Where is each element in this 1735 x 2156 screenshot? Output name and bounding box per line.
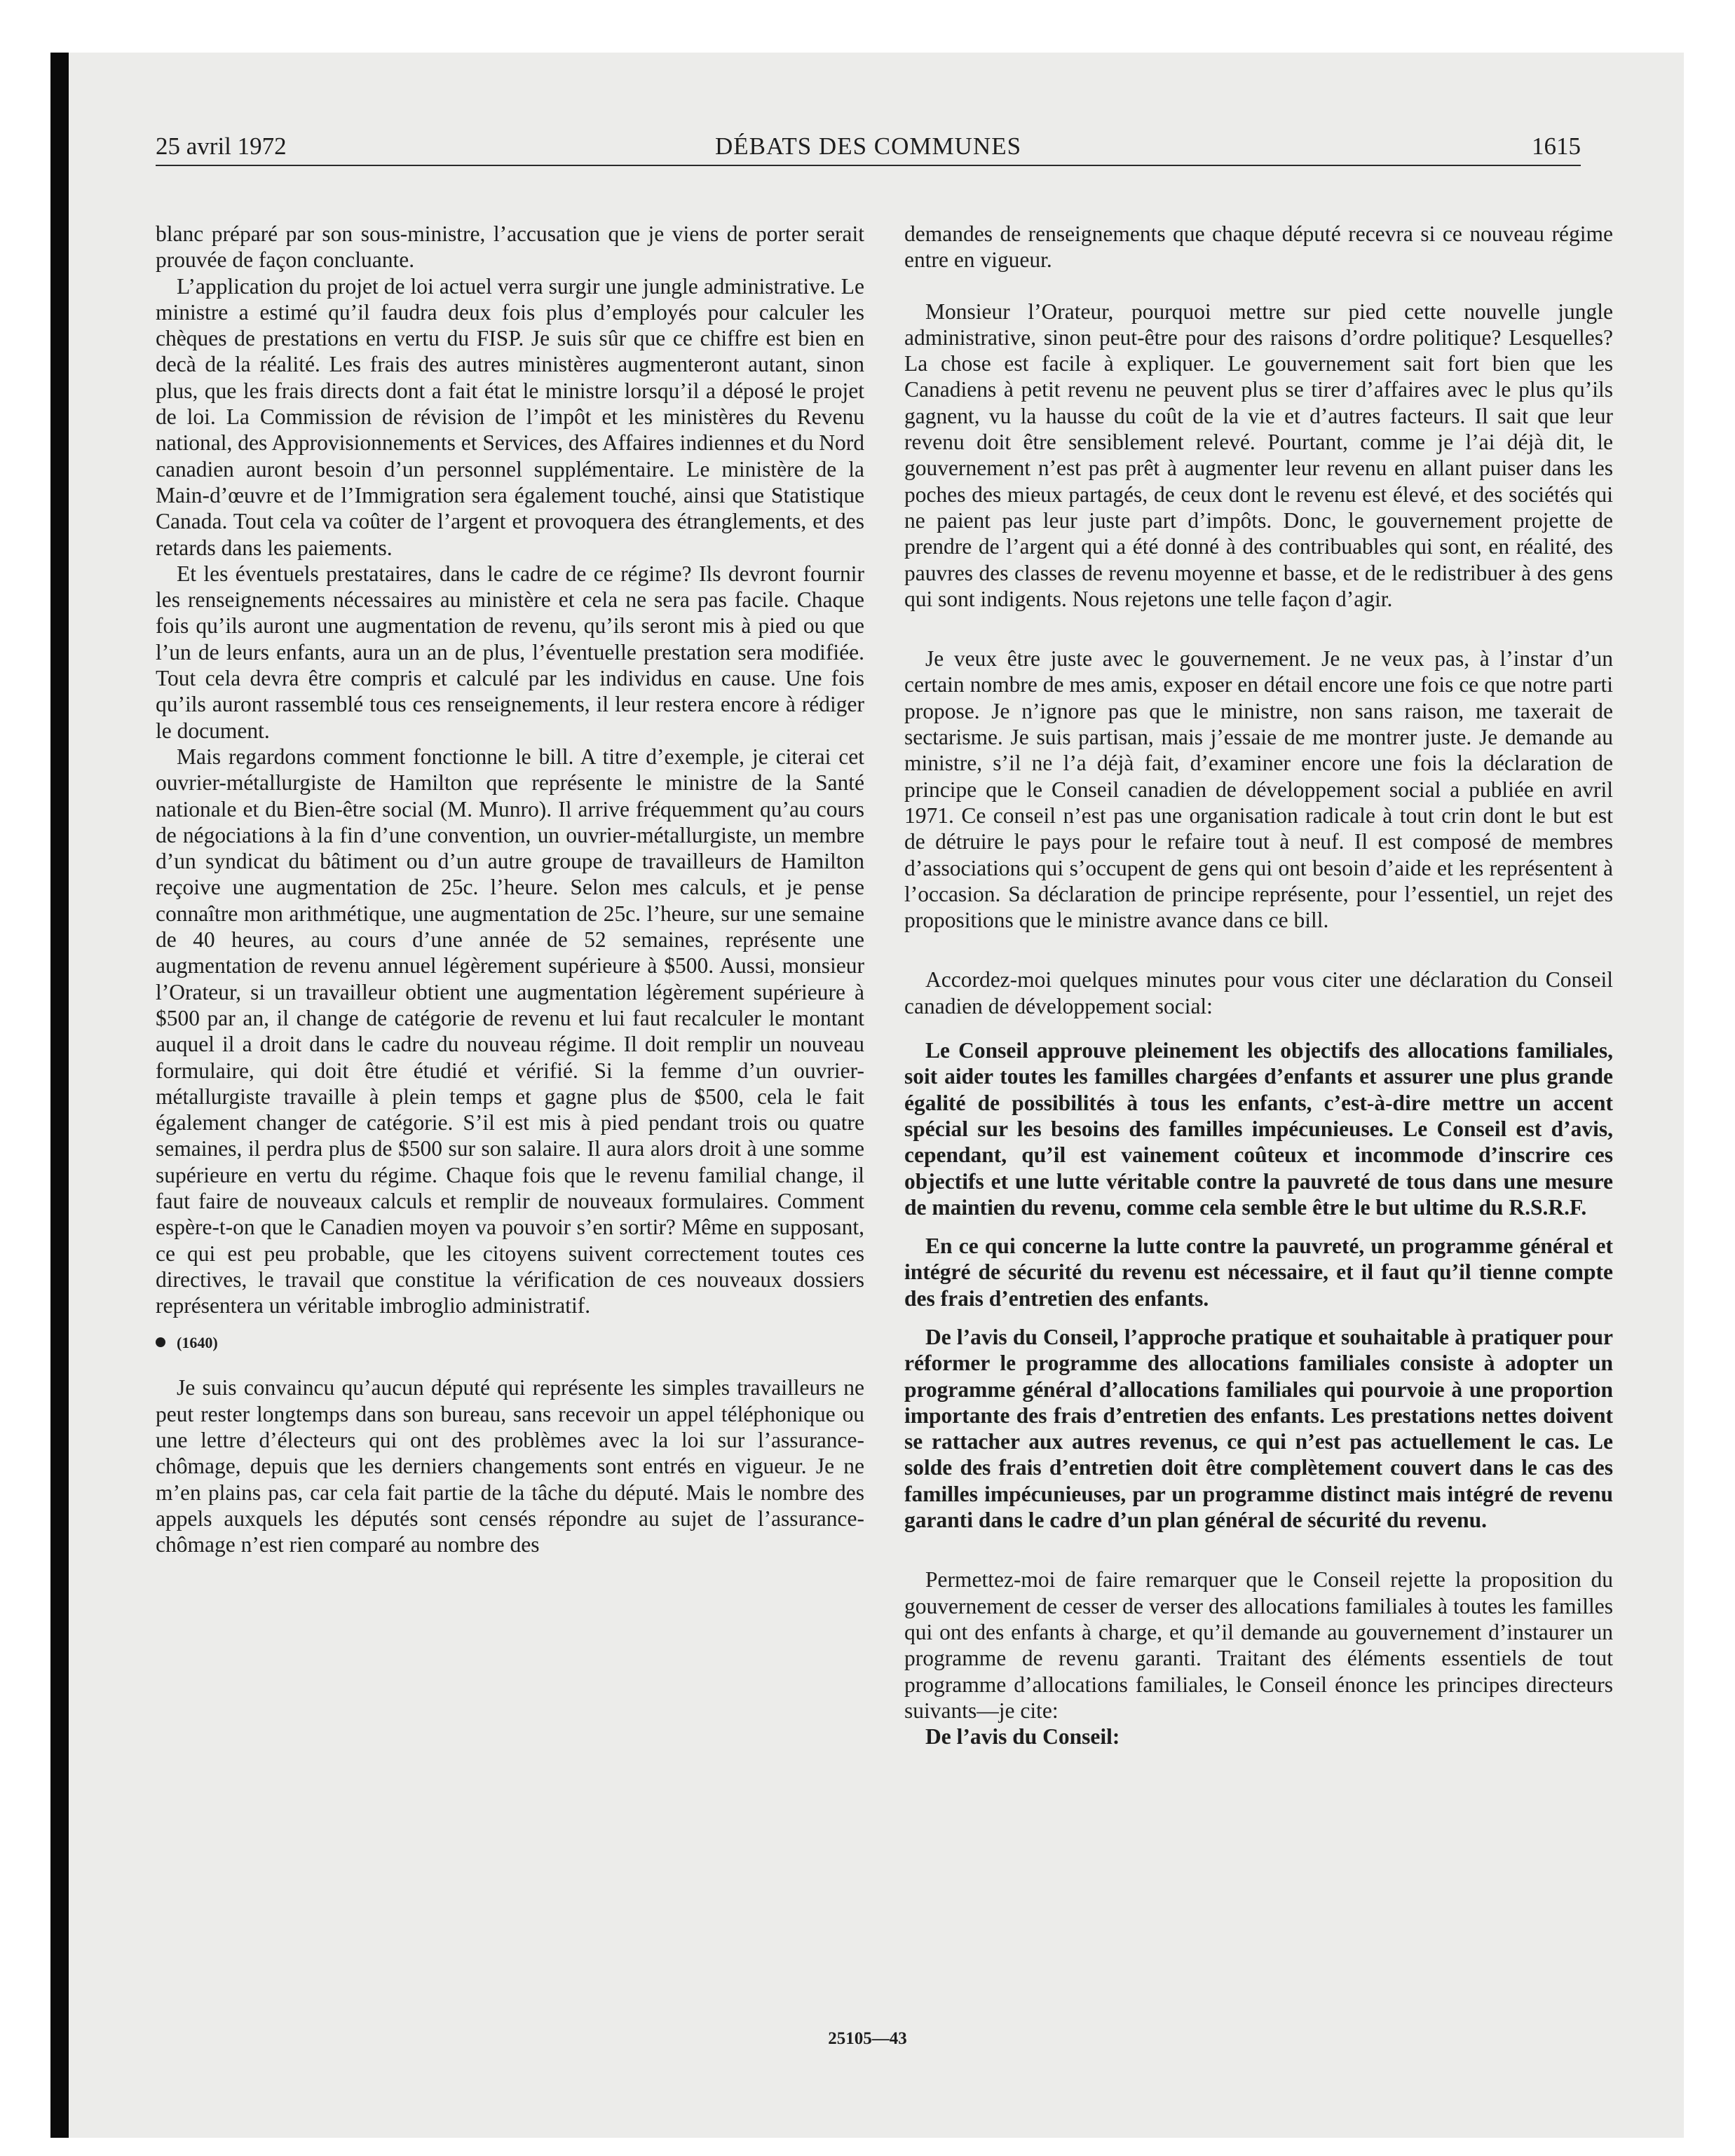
paragraph: Permettez-moi de faire remarquer que le Conseil rejette la proposition du gouvernement de cesser de verser des allocations familiales à toutes les familles qui ont des enfants à charge, et qu’il demande au gouvernement d’instaurer un programme de revenu garanti. Traitant des éléments essentiels de tout programme d’allocations familiales, le Conseil énonce les principes directeurs suivants—je cite: bbox=[904, 1567, 1613, 1723]
right-column bbox=[904, 221, 1613, 2001]
time-marker-label: (1640) bbox=[177, 1334, 218, 1352]
bullet-icon bbox=[156, 1337, 165, 1347]
quotation-paragraph: Le Conseil approuve pleinement les objectifs des allocations familiales, soit aider toutes les familles chargées d’enfants et assurer une plus grande égalité de possibilités à tous les enfants, c’est-à-dire mettre un accent spécial sur les besoins des familles impécunieuses. Le Conseil est d’avis, cependant, qu’il est vainement coûteux et incommode d’inscrire ces objectifs et une lutte véritable contre la pauvreté de tous dans une mesure de maintien du revenu, comme cela semble être le but ultime du R.S.R.F. bbox=[904, 1038, 1613, 1220]
paragraph: L’application du projet de loi actuel verra surgir une jungle administrative. Le ministre a estimé qu’il faudra deux fois plus d’employés pour calculer les chèques de prestations en vertu du FISP. Je suis sûr que ce chiffre est bien en decà de la réalité. Les frais des autres ministères augmenteront autant, sinon plus, que les frais directs dont a fait état le ministre lorsqu’il a déposé le projet de loi. La Commission de révision de l’impôt et les ministères du Revenu national, des Approvisionnements et Services, des Affaires indiennes et du Nord canadien auront besoin d’un personnel supplémentaire. Le ministère de la Main-d’œuvre et de l’Immigration sera également touché, ainsi que Statistique Canada. Tout cela va coûter de l’argent et provoquera des étranglements, et des retards dans les paiements. bbox=[156, 273, 864, 560]
paragraph: Accordez-moi quelques minutes pour vous citer une déclaration du Conseil canadien de développement social: bbox=[904, 967, 1613, 1018]
header-date: 25 avril 1972 bbox=[156, 132, 287, 160]
page-header bbox=[156, 128, 1581, 166]
paragraph: Mais regardons comment fonctionne le bill. A titre d’exemple, je citerai cet ouvrier-métallurgiste de Hamilton que représente le ministre de la Santé nationale et du Bien-être social (M. Munro). Il arrive fréquemment qu’au cours de négociations à la fin d’une convention, un ouvrier-métallurgiste, un membre d’un syndicat du bâtiment ou d’un autre groupe de travailleurs de Hamilton reçoive une augmentation de 25c. l’heure. Selon mes calculs, et je pense connaître mon arithmétique, une augmentation de 25c. l’heure, sur une semaine de 40 heures, au cours d’une année de 52 semaines, représente une augmentation de revenu annuel légèrement supérieure à $500. Aussi, monsieur l’Orateur, si un travailleur obtient une augmentation légèrement supérieure à $500 par an, il change de catégorie de revenu et lui faut recalculer le montant auquel il a droit dans le cadre du nouveau régime. Il doit remplir un nouveau formulaire, qui doit être étudié et vérifié. Si la femme d’un ouvrier-métallurgiste travaille à plein temps et gagne plus de $500, cela le fait également changer de catégorie. S’il est mis à pied pendant trois ou quatre semaines, il perdra plus de $500 sur son salaire. Il aura alors droit à une somme supérieure en vertu du régime. Chaque fois que le revenu familial change, il faut faire de nouveaux calculs et remplir de nouveaux formulaires. Comment espère-t-on que le Canadien moyen va pouvoir s’en sortir? Même en supposant, ce qui est peu probable, que les citoyens suivent correctement toutes ces directives, le travail que constitue la vérification de ces nouveaux dossiers représentera un véritable imbroglio administratif. bbox=[156, 744, 864, 1318]
quotation-paragraph: En ce qui concerne la lutte contre la pauvreté, un programme général et intégré de sécurité du revenu est nécessaire, et il faut qu’il tienne compte des frais d’entretien des enfants. bbox=[904, 1234, 1613, 1311]
paragraph: blanc préparé par son sous-ministre, l’accusation que je viens de porter serait prouvée de façon concluante. bbox=[156, 221, 864, 273]
paragraph: Monsieur l’Orateur, pourquoi mettre sur pied cette nouvelle jungle administrative, sinon peut-être pour des raisons d’ordre politique? Lesquelles? La chose est facile à expliquer. Le gouvernement sait fort bien que les Canadiens à petit revenu ne peuvent plus se tirer d’affaires avec le plus qu’ils gagnent, vu la hausse du coût de la vie et d’autres facteurs. Il sait que leur revenu doit être sensiblement relevé. Pourtant, comme je l’ai déjà dit, le gouvernement n’est pas prêt à augmenter leur revenu en allant puiser dans les poches des mieux partagés, de ceux dont le revenu est élevé, et des sociétés qui ne paient pas leur juste part d’impôts. Donc, le gouvernement projette de prendre de l’argent qui a été donné à des contribuables qui sont, en réalité, des pauvres des classes de revenu moyenne et basse, et de le redistribuer à des gens qui sont indigents. Nous rejetons une telle façon d’agir. bbox=[904, 299, 1613, 611]
header-title: DÉBATS DES COMMUNES bbox=[714, 132, 1022, 160]
time-marker bbox=[156, 1332, 864, 1353]
paragraph: demandes de renseignements que chaque député recevra si ce nouveau régime entre en vigueur. bbox=[904, 221, 1613, 273]
quotation-block bbox=[904, 1037, 1613, 1533]
paragraph: Je veux être juste avec le gouvernement. Je ne veux pas, à l’instar d’un certain nombre de mes amis, exposer en détail encore une fois ce que notre parti propose. Je n’ignore pas que le ministre, non sans raison, me taxerait de sectarisme. Je suis partisan, mais j’essaie de me montrer juste. Je demande au ministre, s’il ne l’a déjà fait, d’examiner encore une fois la déclaration de principe que le Conseil canadien de développement social a publiée en avril 1971. Ce conseil n’est pas une organisation radicale à tout crin dont le but est de détruire le pays pour le refaire tout à neuf. Il est composé de membres d’associations qui s’occupent de gens qui ont besoin d’aide et les représentent à l’occasion. Sa déclaration de principe représente, pour l’essentiel, un rejet des propositions que le ministre avance dans ce bill. bbox=[904, 646, 1613, 933]
page-footer-signature: 25105—43 bbox=[828, 2029, 907, 2048]
quotation-paragraph: De l’avis du Conseil, l’approche pratique et souhaitable à pratiquer pour réformer le programme des allocations familiales consiste à adopter un programme général d’allocations familiales qui pourvoie à une proportion importante des frais d’entretien des enfants. Les prestations nettes doivent se rattacher aux autres revenus, ce qui n’est pas actuellement le cas. Le solde des frais d’entretien doit être complètement couvert dans le cas des familles impécunieuses, par un programme distinct mais intégré de revenu garanti dans le cadre d’un plan général de sécurité du revenu. bbox=[904, 1324, 1613, 1533]
header-page-number: 1615 bbox=[1532, 132, 1581, 160]
paragraph: Je suis convaincu qu’aucun député qui représente les simples travailleurs ne peut rester longtemps dans son bureau, sans recevoir un appel téléphonique ou une lettre d’électeurs qui ont des problèmes avec la loi sur l’assurance-chômage, depuis que les derniers changements sont entrés en vigueur. Je ne m’en plains pas, car cela fait partie de la tâche du député. Mais le nombre des appels auxquels les députés sont censés répondre au sujet de l’assurance-chômage n’est rien comparé au nombre des bbox=[156, 1375, 864, 1557]
scan-edge-shadow bbox=[50, 53, 69, 2138]
quotation-intro: De l’avis du Conseil: bbox=[925, 1724, 1120, 1749]
paragraph: Et les éventuels prestataires, dans le cadre de ce régime? Ils devront fournir les renseignements nécessaires au ministère et cela ne sera pas facile. Chaque fois qu’ils auront une augmentation de revenu, qu’ils seront mis à pied ou que l’un de leurs enfants, aura un an de plus, l’éventuelle prestation sera modifiée. Tout cela devra être compris et calculé par les individus en cause. Une fois qu’ils auront rassemblé tous ces renseignements, il leur restera encore à rédiger le document. bbox=[156, 561, 864, 743]
left-column bbox=[156, 221, 864, 2001]
